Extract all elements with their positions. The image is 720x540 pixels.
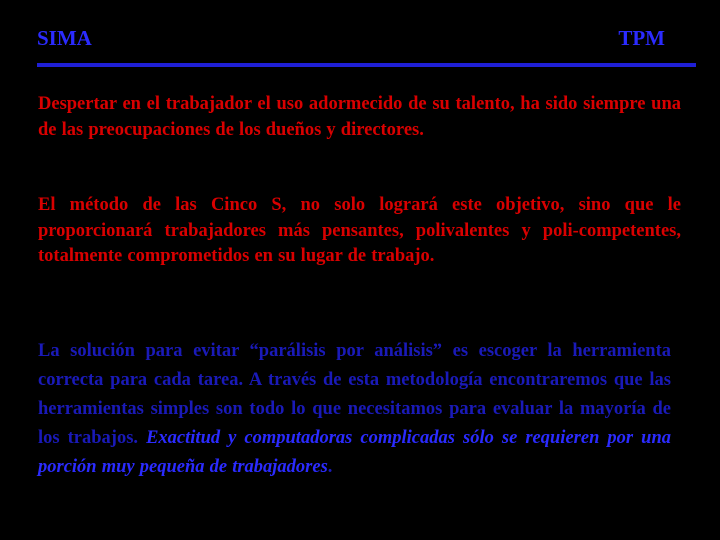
paragraph-talent: Despertar en el trabajador el uso adormecido de su talento, ha sido siempre una de las preocupaciones de los dueños y directores. — [38, 94, 681, 140]
header-left-title: SIMA — [37, 26, 92, 50]
header-divider — [37, 63, 696, 67]
paragraph-solution-text: La solución para evitar “parálisis por análisis” es escoger la herramienta correcta para cada tarea. A través de esta metodología encontraremos que las herramientas simples son todo lo que necesitamos para evaluar la mayoría de los trabajos. — [38, 341, 671, 448]
paragraph-solution-italic: Exactitud y computadoras complicadas sólo se requieren por una porción muy pequeña de trabajadores — [38, 428, 671, 477]
header-right-title: TPM — [618, 26, 665, 50]
paragraph-cinco-s: El método de las Cinco S, no solo logrará este objetivo, sino que le proporcionará trabajadores más pensantes, polivalentes y poli-competentes, totalmente comprometidos en su lugar de trabajo. — [38, 195, 681, 266]
paragraph-solution-end: . — [327, 457, 333, 477]
paragraph-solution — [38, 337, 671, 482]
